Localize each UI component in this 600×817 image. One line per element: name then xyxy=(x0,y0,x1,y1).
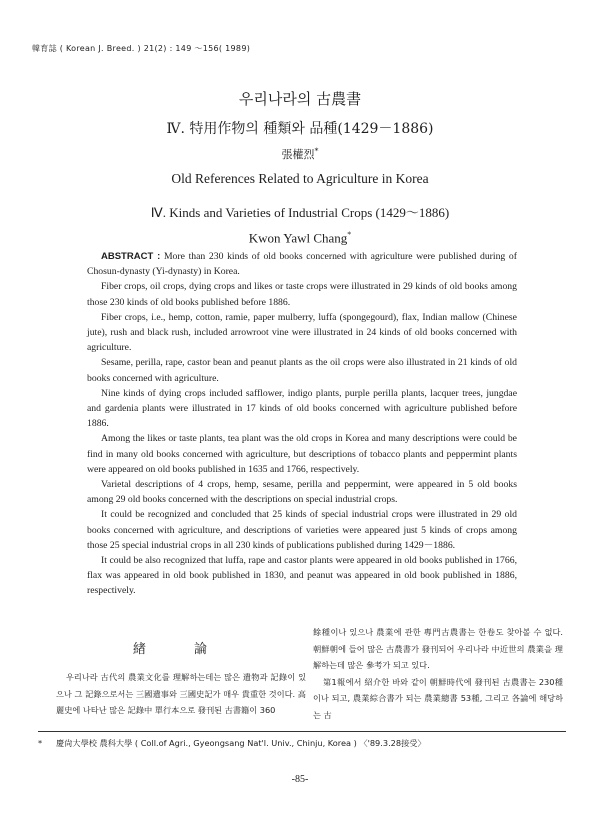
body-paragraph-right-1: 餘種이나 있으나 農業에 관한 專門古農書는 한卷도 찾아볼 수 없다. 朝鮮朝에 들어 많은 古農書가 發刊되어 우리나라 中近世의 農業을 理解하는데 많은 參考가 되고 있다. xyxy=(313,627,563,670)
abstract-p1-text: More than 230 kinds of old books concerned with agriculture were published during of Chosun-dynasty (Yi-dynasty) in Korea. xyxy=(87,251,517,278)
footnote-text: 慶尙大學校 農科大學 ( Coll.of Agri., Gyeongsang Nat'l. Univ., Chinju, Korea ) 〈'89.3.28接受〉 xyxy=(56,738,426,748)
author-mark: * xyxy=(314,146,319,156)
abstract-label: ABSTRACT : xyxy=(101,251,161,262)
author-english-name: Kwon Yawl Chang xyxy=(248,230,348,246)
body-paragraph-right-2: 第1報에서 紹介한 바와 같이 朝鮮時代에 發刊된 古農書는 230種이나 되고, 農業綜合書가 되는 農業總書 53種, 그리고 各論에 해당하는 古 xyxy=(313,676,563,720)
abstract xyxy=(87,249,517,599)
abstract-paragraph-2: Fiber crops, oil crops, dying crops and likes or taste crops were illustrated in 29 kinds of old books among those 230 kinds of old books published before 1886. xyxy=(87,281,517,308)
abstract-paragraph-1 xyxy=(87,249,517,279)
body-column-left xyxy=(56,624,306,719)
footnote xyxy=(38,738,566,749)
body-paragraph-left: 우리나라 古代의 農業文化를 理解하는데는 많은 遺物과 記錄이 있으나 그 記錄으로서는 三國遺事와 三國史記가 매우 貴重한 것이다. 高麗史에 나타난 많은 記錄中 單行本으로 發刊된 古書籍이 360 xyxy=(56,672,306,715)
subtitle-korean: Ⅳ. 特用作物의 種類와 品種(1429－1886) xyxy=(166,121,434,137)
footnote-mark: * xyxy=(38,738,43,748)
author-english xyxy=(0,230,600,246)
footnote-rule xyxy=(38,731,566,732)
abstract-paragraph-9: It could be also recognized that luffa, rape and castor plants were appeared in old books published in 1766, flax was appeared in old book published in 1830, and peanut was appeared in old book published in 1886, respectively. xyxy=(87,555,517,597)
abstract-paragraph-3: Fiber crops, i.e., hemp, cotton, ramie, paper mulberry, luffa (spongegourd), flax, Indian mallow (Chinese jute), rush and black rush, included arrowroot vine were illustrated in 24 kinds of old books concerned with agriculture. xyxy=(87,311,517,354)
author-mark-en: * xyxy=(347,230,352,239)
subtitle-english: Ⅳ. Kinds and Varieties of Industrial Crops (1429〜1886) xyxy=(150,205,450,220)
author-korean-name: 張權烈 xyxy=(281,148,315,161)
page-number: -85- xyxy=(291,774,309,785)
abstract-paragraph-7: Varietal descriptions of 4 crops, hemp, sesame, perilla and peppermint, were appeared in 5 old books among 29 old books concerned with the descriptions on special industrial crops. xyxy=(87,479,517,506)
abstract-paragraph-5: Nine kinds of dying crops included safflower, indigo plants, purple perilla plants, lacquer trees, jungdae and gardenia plants were illustrated in 17 kinds of old books concerned with agriculture published before 1886. xyxy=(87,387,517,430)
abstract-paragraph-6: Among the likes or taste plants, tea plant was the old crops in Korea and many descriptions were could be find in many old books concerned with agriculture, but descriptions of tobacco plants and peppermint plants were appeared on old books published in 1635 and 1766, respectively. xyxy=(87,433,517,475)
body-column-right xyxy=(313,624,563,723)
title-korean: 우리나라의 古農書 xyxy=(238,90,362,108)
title-english: Old References Related to Agriculture in Korea xyxy=(171,171,429,186)
abstract-paragraph-8: It could be recognized and concluded that 25 kinds of special industrial crops were illustrated in 29 old books concerned with agriculture, and descriptions of varieties were appeared just 5 kinds of crops among those 25 special industrial crops in all 230 kinds of publications published during 1429－1886. xyxy=(87,509,517,551)
abstract-paragraph-4: Sesame, perilla, rape, castor bean and peanut plants as the oil crops were also illustrated in 21 kinds of old books concerned with agriculture. xyxy=(87,357,517,384)
journal-citation: 韓育誌 ( Korean J. Breed. ) 21(2) : 149 〜156( 1989) xyxy=(32,44,251,53)
section-heading: 緖 論 xyxy=(132,642,230,657)
author-korean xyxy=(0,146,600,162)
